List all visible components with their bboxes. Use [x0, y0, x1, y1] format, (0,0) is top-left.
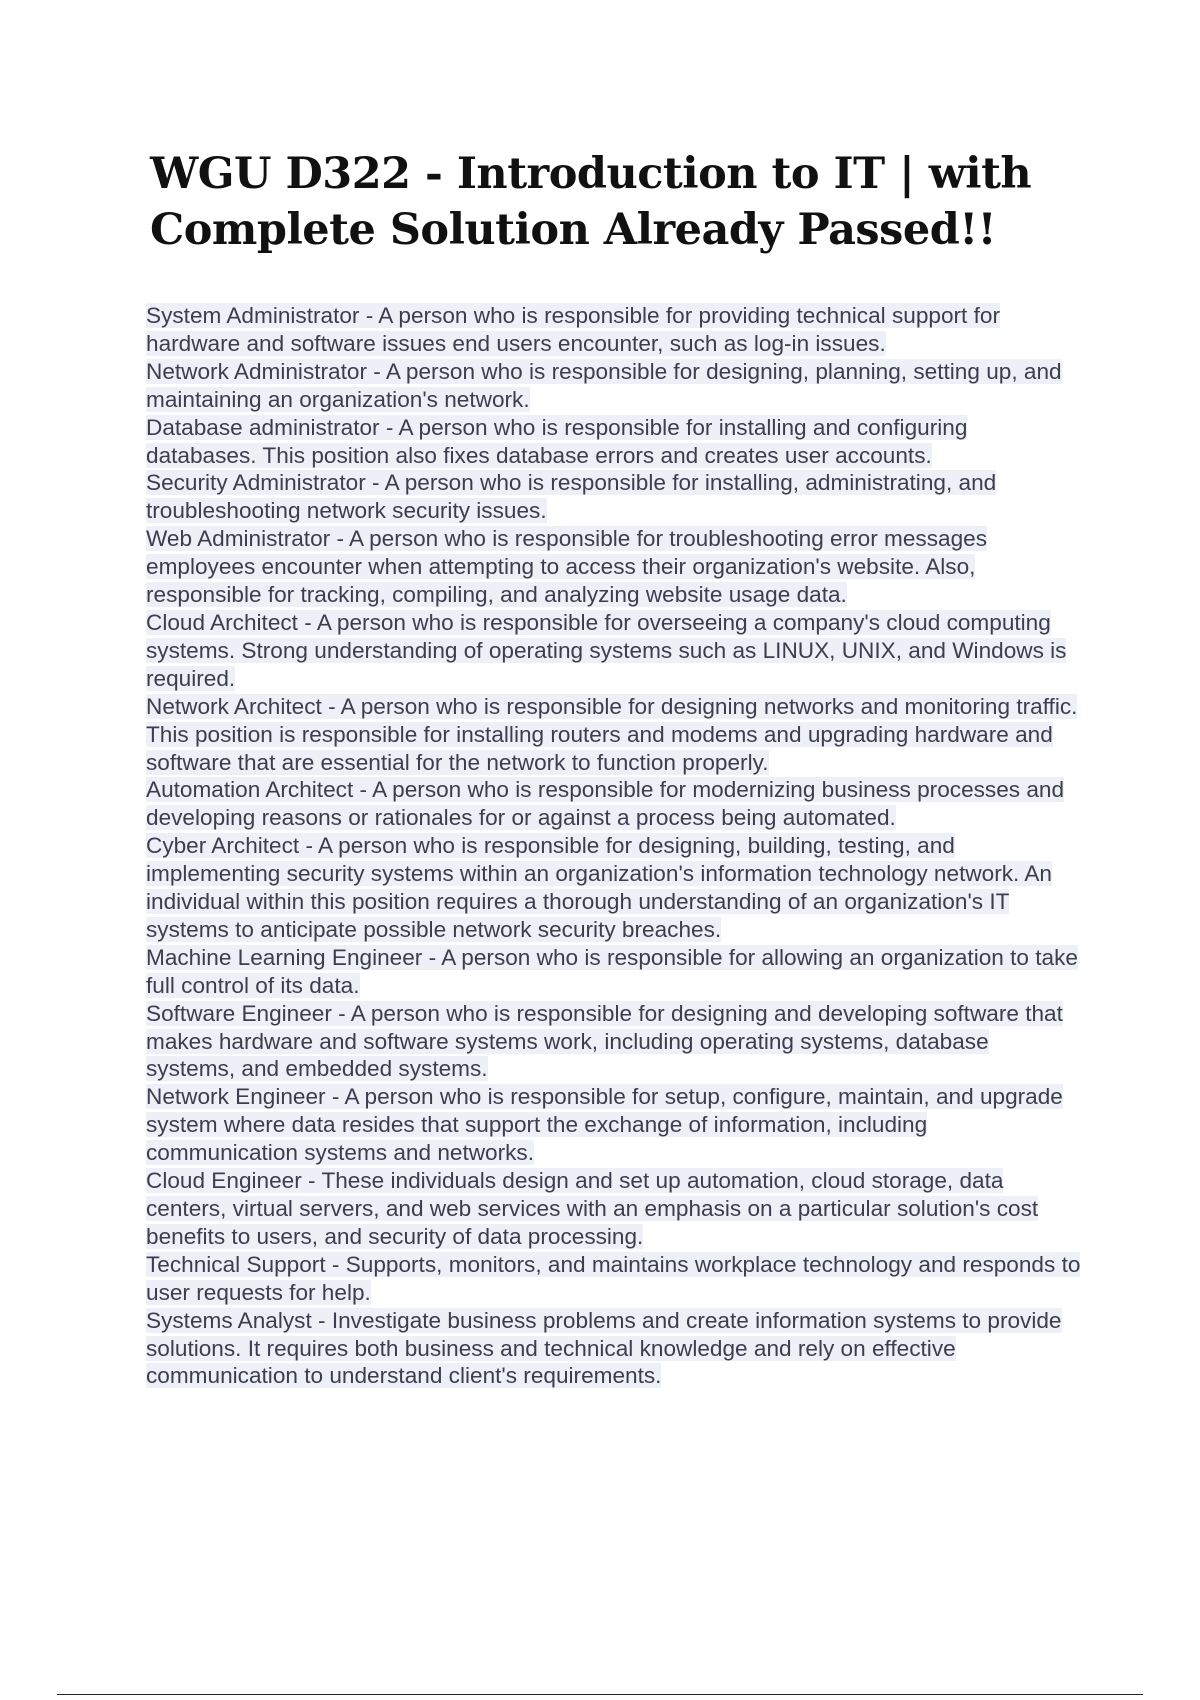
entry-term: Cyber Architect — [146, 833, 300, 859]
entry-definition: A person who is responsible for modernizing business processes and developing reasons or rationales for or against a process being automated. — [146, 777, 1065, 831]
page-title: WGU D322 - Introduction to IT | with Complete Solution Already Passed!! — [150, 149, 1032, 255]
entry-definition: A person who is responsible for troubleshooting error messages employees encounter when attempting to access their organization's website. Also, responsible for tracking, compiling, and analyzing website usage data. — [146, 526, 988, 608]
entry-term: Systems Analyst — [146, 1307, 312, 1333]
entry-term: Network Administrator — [146, 358, 367, 384]
glossary-entry: Technical Support - Supports, monitors, and maintains workplace technology and responds to user requests for help. — [146, 1251, 1081, 1305]
glossary-entry: Machine Learning Engineer - A person who is responsible for allowing an organization to take full control of its data. — [146, 944, 1078, 998]
entry-definition: Investigate business problems and create information systems to provide solutions. It requires both business and technical knowledge and rely on effective communication to understand client's requirements. — [146, 1307, 1062, 1389]
entry-definition: A person who is responsible for overseeing a company's cloud computing systems. Strong understanding of operating systems such as LINUX, UNIX, and Windows is required. — [146, 609, 1067, 691]
glossary-entry: Web Administrator - A person who is responsible for troubleshooting error messages employees encounter when attempting to access their organization's website. Also, responsible for tracking, compiling, and analyzing website usage data. — [146, 526, 988, 608]
entry-definition: A person who is responsible for designing, planning, setting up, and maintaining an organization's network. — [146, 358, 1062, 412]
entry-term: System Administrator — [146, 303, 360, 328]
entry-definition: A person who is responsible for designing and developing software that makes hardware and software systems work, including operating systems, database systems, and embedded systems. — [146, 1000, 1063, 1082]
entry-definition: A person who is responsible for designing, building, testing, and implementing security systems within an organization's information technology network. An individual within this position requires a thorough understanding of an organization's IT systems to anticipate possible network security breaches. — [146, 833, 1052, 942]
glossary-entry: Cloud Engineer - These individuals design and set up automation, cloud storage, data centers, virtual servers, and web services with an emphasis on a particular solution's cost benefits to users, and security of data processing. — [146, 1168, 1039, 1249]
glossary-entry: Database administrator - A person who is responsible for installing and configuring databases. This position also fixes database errors and creates user accounts. — [146, 414, 968, 468]
entry-definition: These individuals design and set up automation, cloud storage, data centers, virtual servers, and web services with an emphasis on a particular solution's cost benefits to users, and security of data processing. — [146, 1168, 1039, 1249]
entry-definition: A person who is responsible for providing technical support for hardware and software issues end users encounter, such as log-in issues. — [146, 303, 1000, 356]
entry-term: Software Engineer — [146, 1000, 332, 1026]
entry-term: Cloud Architect — [146, 609, 298, 635]
entry-term: Machine Learning Engineer — [146, 944, 423, 970]
entry-definition: A person who is responsible for installing and configuring databases. This position also fixes database errors and creates user accounts. — [146, 414, 968, 468]
glossary-entry: Network Architect - A person who is responsible for designing networks and monitoring traffic. This position is responsible for installing routers and modems and upgrading hardware and software that are essential for the network to function properly. — [146, 693, 1078, 775]
glossary-entry: Automation Architect - A person who is responsible for modernizing business processes and developing reasons or rationales for or against a process being automated. — [146, 777, 1065, 831]
entry-term: Web Administrator — [146, 526, 331, 552]
entry-term: Cloud Engineer — [146, 1168, 302, 1194]
glossary-entry: Network Engineer - A person who is responsible for setup, configure, maintain, and upgrade system where data resides that support the exchange of information, including communication systems and networks. — [146, 1084, 1063, 1166]
entry-definition: A person who is responsible for installing, administrating, and troubleshooting network security issues. — [146, 470, 997, 524]
glossary-entry: Network Administrator - A person who is responsible for designing, planning, setting up, and maintaining an organization's network. — [146, 358, 1062, 412]
entry-definition: Supports, monitors, and maintains workplace technology and responds to user requests for help. — [146, 1251, 1081, 1305]
glossary-entry: System Administrator - A person who is responsible for providing technical support for hardware and software issues end users encounter, such as log-in issues. — [146, 303, 1000, 356]
entry-term: Technical Support — [146, 1251, 326, 1277]
entry-definition: A person who is responsible for designing networks and monitoring traffic. This position is responsible for installing routers and modems and upgrading hardware and software that are essential for the network to function properly. — [146, 693, 1078, 775]
footer-divider — [57, 1694, 1143, 1695]
entry-term: Security Administrator — [146, 470, 366, 496]
glossary-entry: Cyber Architect - A person who is responsible for designing, building, testing, and implementing security systems within an organization's information technology network. An individual within this position requires a thorough understanding of an organization's IT systems to anticipate possible network security breaches. — [146, 833, 1052, 942]
glossary-list — [146, 302, 1081, 1390]
glossary-entry: Security Administrator - A person who is responsible for installing, administrating, and troubleshooting network security issues. — [146, 470, 997, 524]
entry-term: Automation Architect — [146, 777, 354, 803]
entry-term: Network Architect — [146, 693, 322, 719]
glossary-entry: Cloud Architect - A person who is responsible for overseeing a company's cloud computing systems. Strong understanding of operating systems such as LINUX, UNIX, and Windows is required. — [146, 609, 1067, 691]
entry-term: Database administrator — [146, 414, 380, 440]
glossary-entry: Software Engineer - A person who is responsible for designing and developing software that makes hardware and software systems work, including operating systems, database systems, and embedded systems. — [146, 1000, 1063, 1082]
entry-definition: A person who is responsible for allowing an organization to take full control of its data. — [146, 944, 1078, 998]
glossary-entry: Systems Analyst - Investigate business problems and create information systems to provide solutions. It requires both business and technical knowledge and rely on effective communication to understand client's requirements. — [146, 1307, 1062, 1389]
entry-term: Network Engineer — [146, 1084, 326, 1110]
entry-definition: A person who is responsible for setup, configure, maintain, and upgrade system where data resides that support the exchange of information, including communication systems and networks. — [146, 1084, 1063, 1166]
